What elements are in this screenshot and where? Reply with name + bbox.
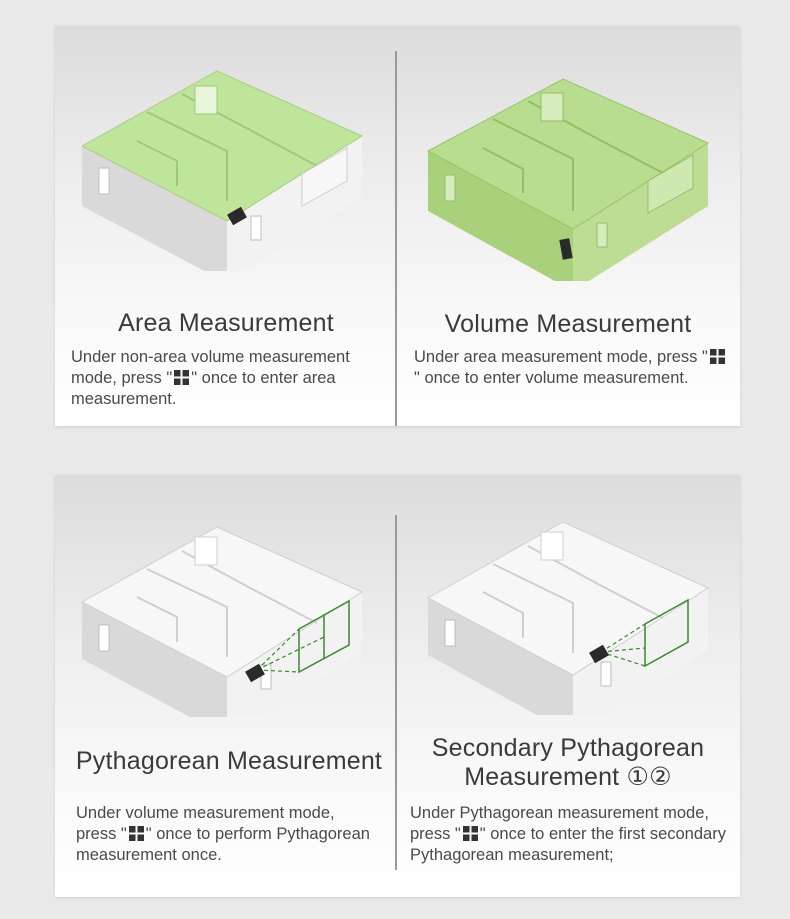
card-description <box>76 803 376 866</box>
grid-key-icon <box>463 826 478 841</box>
house-pythagorean-illustration <box>77 507 367 717</box>
card-description <box>414 347 729 389</box>
card-title-line1: Secondary Pythagorean <box>431 734 705 762</box>
desc-text-after: " once to perform Pythagorean measurement once. <box>76 825 370 864</box>
desc-text-before: Under non-area volume measurement mode, press " <box>71 348 350 387</box>
card-title <box>397 734 739 792</box>
grid-key-icon <box>129 826 144 841</box>
volume-measurement-card <box>397 26 739 426</box>
desc-text-after: " once to enter volume measurement. <box>414 369 689 387</box>
card-title: Volume Measurement <box>444 310 692 338</box>
card-description <box>71 347 386 410</box>
pythagorean-measurement-card <box>55 475 397 897</box>
card-title: Pythagorean Measurement <box>75 747 383 775</box>
grid-key-icon <box>710 349 725 364</box>
card-description <box>410 803 732 866</box>
card-title: Area Measurement <box>118 309 334 337</box>
card-title-line2: Measurement ①② <box>464 763 672 791</box>
house-volume-illustration <box>423 51 713 281</box>
area-measurement-card <box>55 26 397 426</box>
desc-text-before: Under area measurement mode, press " <box>414 348 708 366</box>
grid-key-icon <box>174 370 189 385</box>
desc-text-before: Under volume measurement mode, press " <box>76 804 335 843</box>
bottom-panel <box>55 475 740 897</box>
desc-text-after: " once to enter the first secondary Pythagorean measurement; <box>410 825 726 864</box>
house-area-illustration <box>77 46 367 271</box>
house-secondary-pythagorean-illustration <box>423 500 713 715</box>
desc-text-before: Under Pythagorean measurement mode, press " <box>410 804 709 843</box>
secondary-pythagorean-card <box>397 475 739 897</box>
top-panel <box>55 26 740 426</box>
desc-text-after: " once to enter area measurement. <box>71 369 336 408</box>
